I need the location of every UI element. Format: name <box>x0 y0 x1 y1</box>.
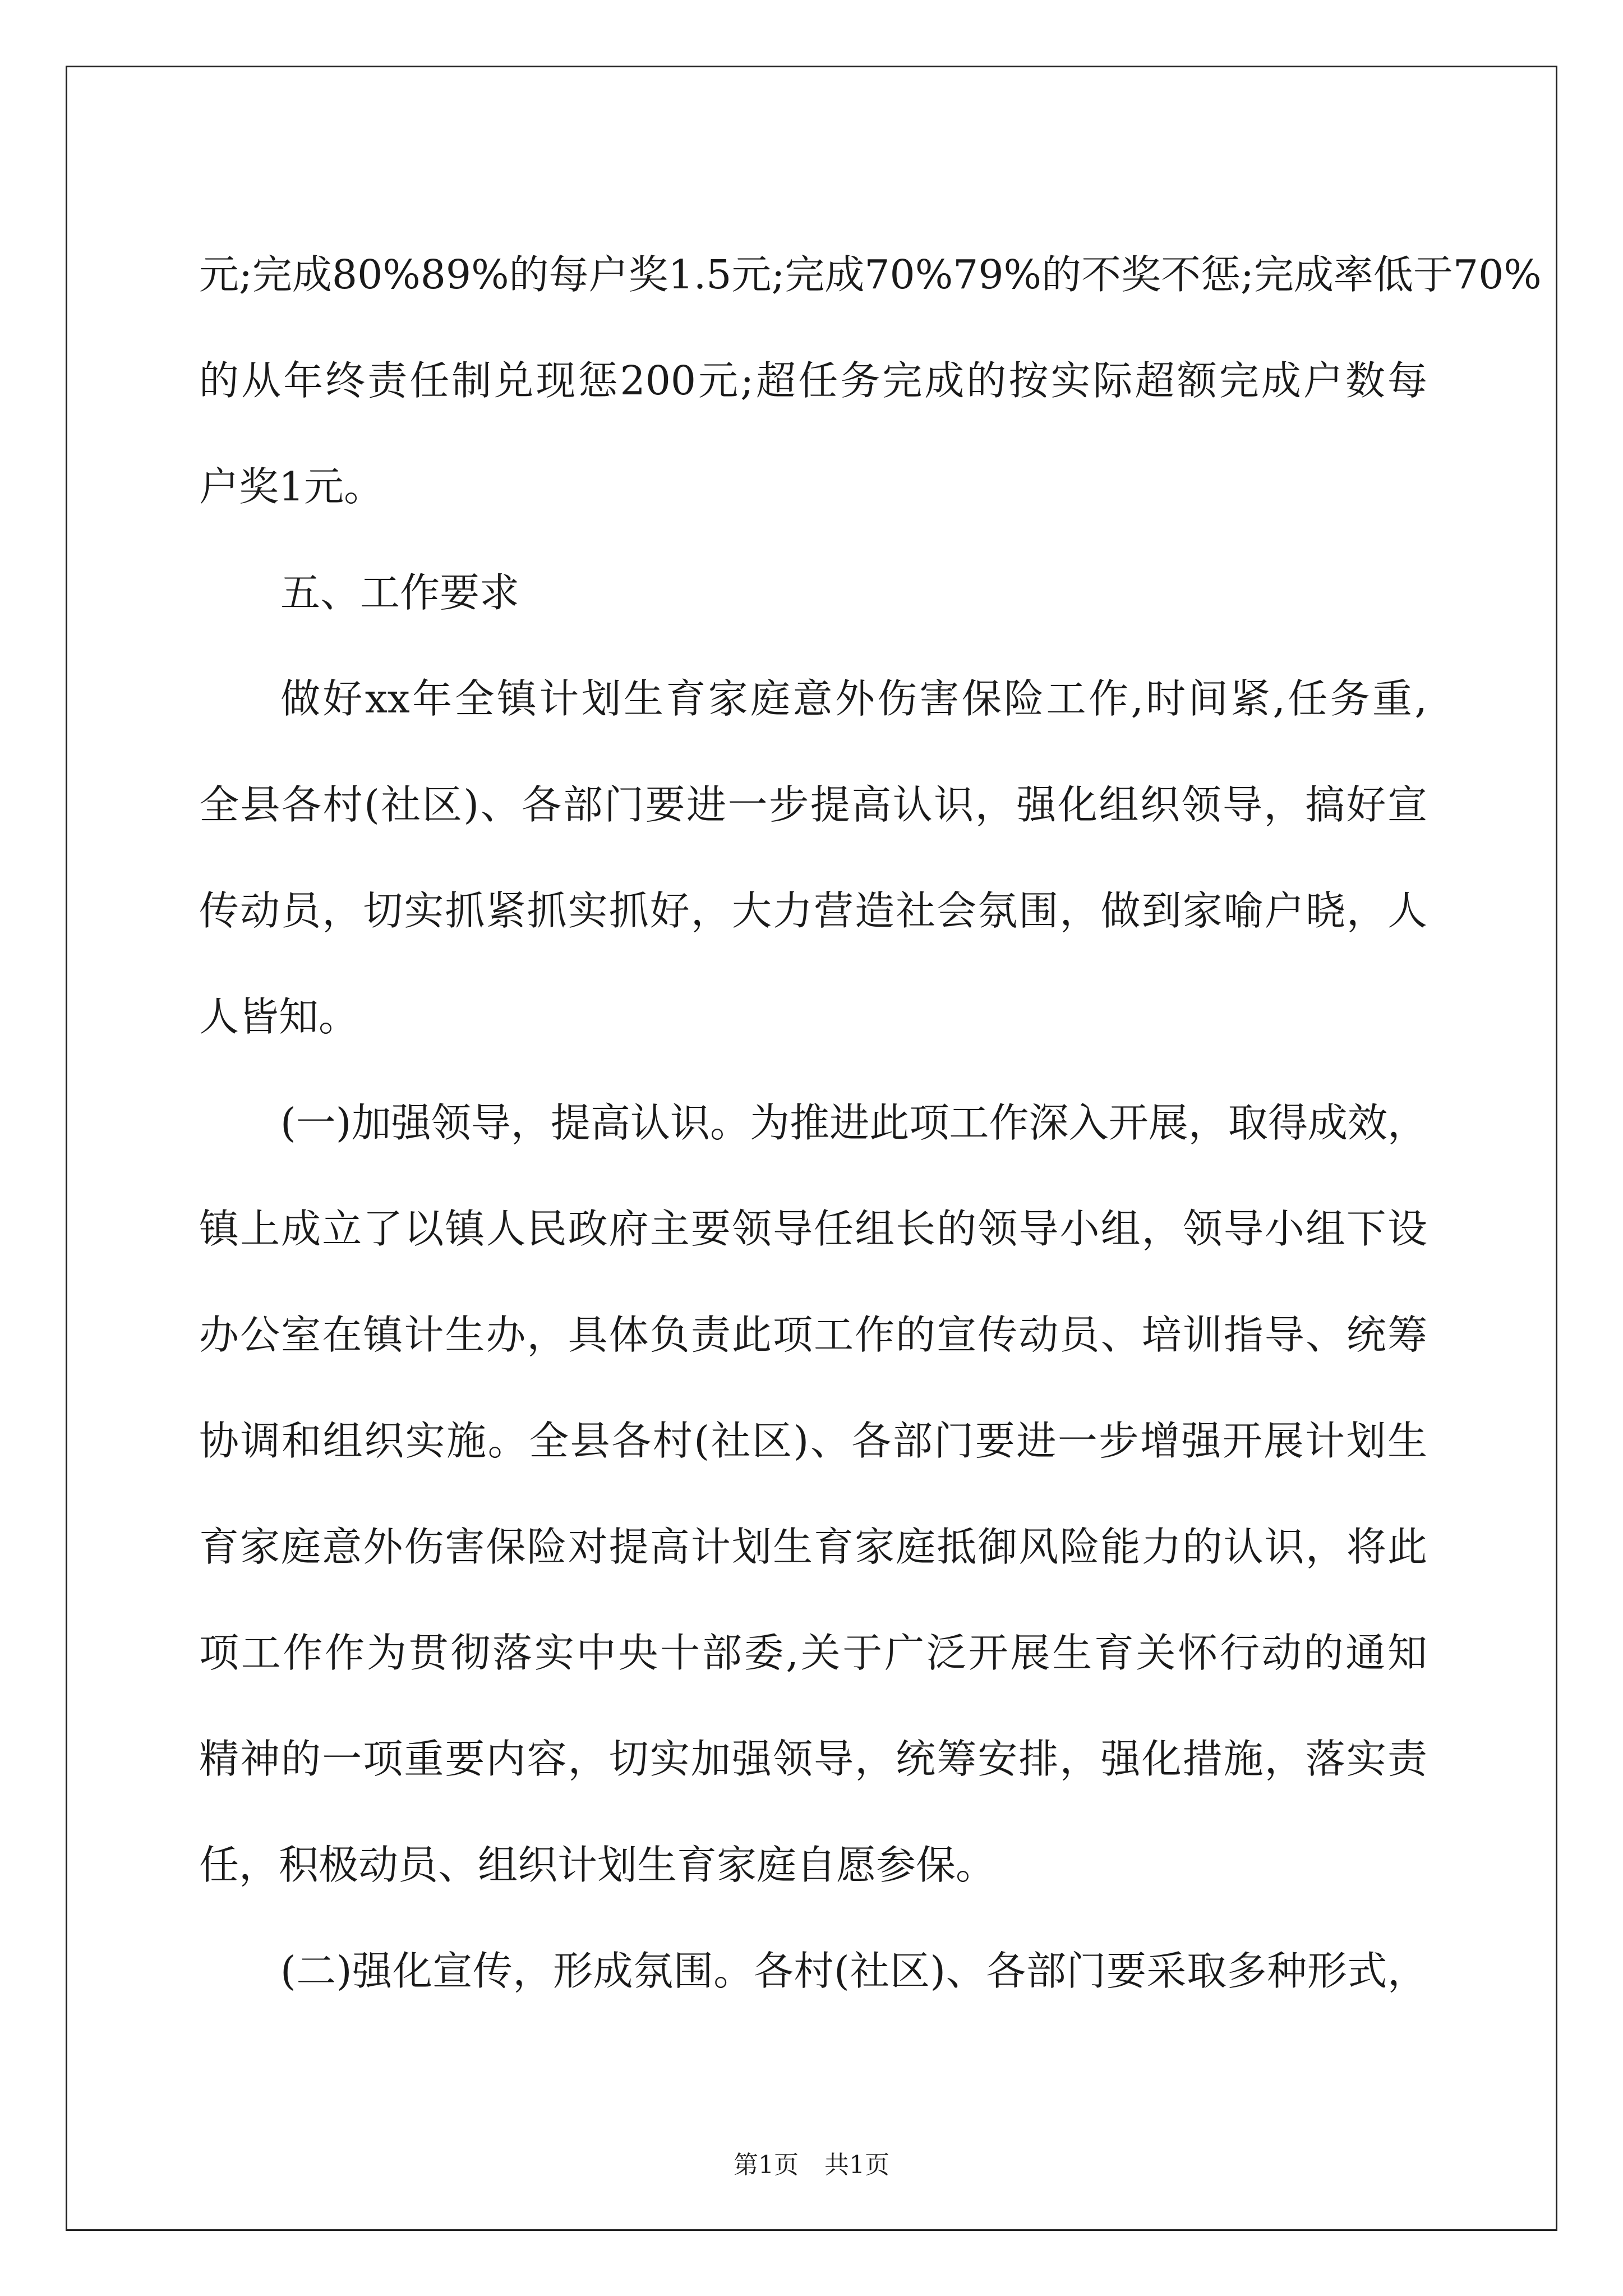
text-line: 镇上成立了以镇人民政府主要领导任组长的领导小组，领导小组下设 <box>199 1205 1427 1252</box>
text-line: 户奖1元。 <box>199 463 384 510</box>
text-line: 的从年终责任制兑现惩200元;超任务完成的按实际超额完成户数每 <box>199 357 1427 404</box>
document-body <box>199 222 1542 2024</box>
page-footer <box>0 2148 1623 2182</box>
page-number: 第1页 <box>734 2151 799 2179</box>
text-line: 协调和组织实施。全县各村(社区)、各部门要进一步增强开展计划生 <box>199 1418 1427 1464</box>
text-line: 人皆知。 <box>199 993 359 1040</box>
text-line: (二)强化宣传，形成氛围。各村(社区)、各部门要采取多种形式， <box>280 1948 1427 1994</box>
text-line: 做好xx年全镇计划生育家庭意外伤害保险工作,时间紧,任务重, <box>280 675 1427 722</box>
text-line: 育家庭意外伤害保险对提高计划生育家庭抵御风险能力的认识，将此 <box>199 1524 1427 1570</box>
text-line: (一)加强领导，提高认识。为推进此项工作深入开展，取得成效， <box>280 1099 1427 1146</box>
text-line: 精神的一项重要内容，切实加强领导，统筹安排，强化措施，落实责 <box>199 1736 1427 1782</box>
section-heading: 五、工作要求 <box>280 569 520 616</box>
text-line: 元;完成80%89%的每户奖1.5元;完成70%79%的不奖不惩;完成率低于70% <box>199 251 1542 298</box>
text-line: 传动员，切实抓紧抓实抓好，大力营造社会氛围，做到家喻户晓，人 <box>199 887 1427 934</box>
text-line: 项工作作为贯彻落实中央十部委,关于广泛开展生育关怀行动的通知 <box>199 1630 1427 1676</box>
text-line: 全县各村(社区)、各部门要进一步提高认识，强化组织领导，搞好宣 <box>199 781 1427 828</box>
page-total: 共1页 <box>824 2151 889 2179</box>
text-line: 办公室在镇计生办，具体负责此项工作的宣传动员、培训指导、统筹 <box>199 1312 1427 1358</box>
text-line: 任，积极动员、组织计划生育家庭自愿参保。 <box>199 1842 996 1888</box>
